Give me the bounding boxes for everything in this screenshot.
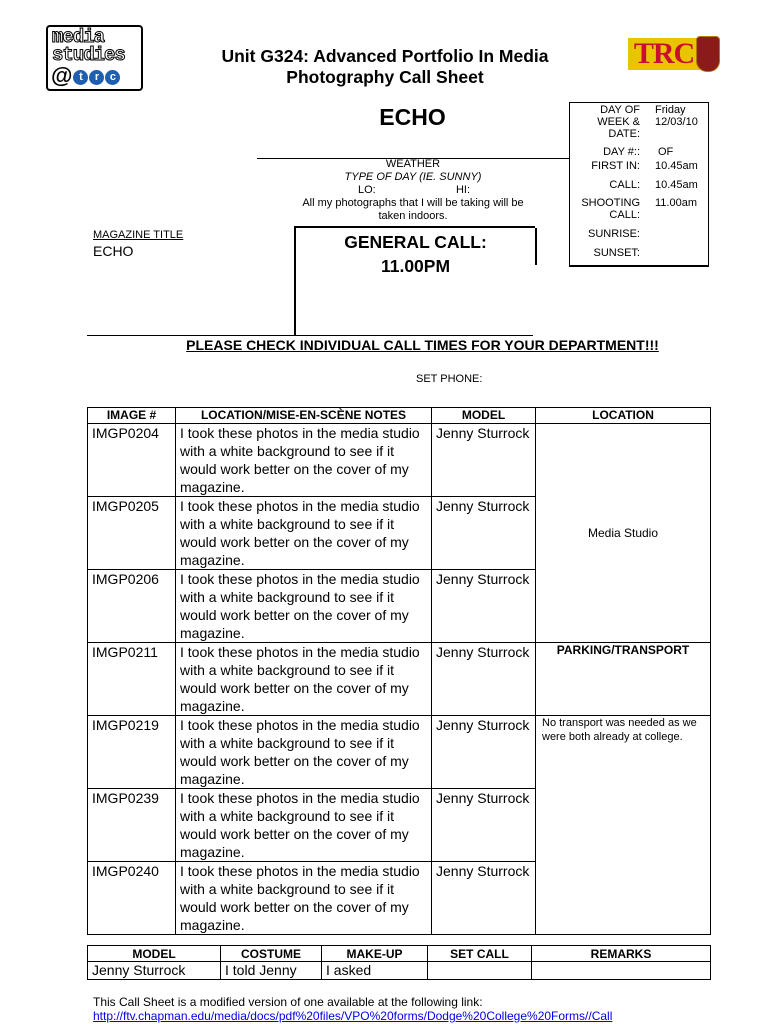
info-call-label: CALL: bbox=[609, 179, 640, 191]
general-call-time: 11.00PM bbox=[380, 256, 451, 276]
table-row bbox=[88, 716, 711, 789]
notes-cell: I took these photos in the media studio with a white background to see if it would work better on the cover of my magazine. bbox=[176, 424, 432, 497]
title-line-2: Photography Call Sheet bbox=[286, 67, 484, 87]
info-first-in-value: 10.45am bbox=[655, 160, 698, 172]
cast-table bbox=[87, 945, 711, 980]
table-row bbox=[88, 643, 711, 716]
cast-header-costume: COSTUME bbox=[221, 946, 322, 962]
weather-block bbox=[300, 158, 526, 223]
logo-line-media: media bbox=[52, 26, 105, 48]
notes-cell: I took these photos in the media studio with a white background to see if it would work better on the cover of my magazine. bbox=[176, 862, 432, 935]
col-header-notes: LOCATION/MISE-EN-SCÈNE NOTES bbox=[176, 408, 432, 424]
notes-cell: I took these photos in the media studio with a white background to see if it would work better on the cover of my magazine. bbox=[176, 643, 432, 716]
general-call-rule bbox=[87, 335, 533, 336]
model-cell: Jenny Sturrock bbox=[432, 424, 536, 497]
image-number: IMGP0211 bbox=[88, 643, 176, 716]
title-line-1: Unit G324: Advanced Portfolio In Media bbox=[221, 46, 549, 66]
col-header-location: LOCATION bbox=[536, 408, 711, 424]
info-day-of-week-label: DAY OF WEEK & DATE: bbox=[597, 104, 640, 140]
weather-lo-hi bbox=[300, 184, 526, 197]
info-day-number-value: OF bbox=[658, 146, 674, 158]
weather-note: All my photographs that I will be taking will be taken indoors. bbox=[302, 197, 524, 222]
production-title: ECHO bbox=[379, 104, 446, 130]
cast-makeup: I asked bbox=[322, 962, 428, 980]
model-cell: Jenny Sturrock bbox=[432, 789, 536, 862]
document-title bbox=[150, 46, 620, 88]
model-cell: Jenny Sturrock bbox=[432, 862, 536, 935]
cast-header-makeup: MAKE-UP bbox=[322, 946, 428, 962]
general-call-box bbox=[294, 226, 535, 336]
logo-line-trc: @ t r c bbox=[51, 65, 120, 87]
set-phone-label: SET PHONE: bbox=[416, 373, 483, 385]
image-number: IMGP0204 bbox=[88, 424, 176, 497]
info-shooting-call-value: 11.00am bbox=[655, 197, 697, 209]
parking-transport-heading: PARKING/TRANSPORT bbox=[536, 643, 711, 716]
image-number: IMGP0219 bbox=[88, 716, 176, 789]
weather-heading: WEATHER bbox=[385, 158, 441, 170]
department-notice: PLEASE CHECK INDIVIDUAL CALL TIMES FOR YOUR DEPARTMENT!!! bbox=[186, 337, 659, 353]
info-call-value: 10.45am bbox=[655, 179, 698, 191]
general-call-box-edge bbox=[535, 228, 537, 265]
magazine-title-value: ECHO bbox=[93, 243, 134, 259]
cast-header-set-call: SET CALL bbox=[428, 946, 532, 962]
col-header-model: MODEL bbox=[432, 408, 536, 424]
general-call-text bbox=[296, 230, 535, 278]
media-studies-logo bbox=[46, 25, 143, 91]
cast-row bbox=[88, 962, 711, 980]
info-day-of-week-value: Friday 12/03/10 bbox=[655, 104, 698, 128]
model-cell: Jenny Sturrock bbox=[432, 716, 536, 789]
image-number: IMGP0206 bbox=[88, 570, 176, 643]
magazine-title-label: MAGAZINE TITLE bbox=[93, 229, 184, 241]
info-sunrise-label: SUNRISE: bbox=[588, 228, 640, 240]
model-cell: Jenny Sturrock bbox=[432, 497, 536, 570]
table-header-row bbox=[88, 408, 711, 424]
general-call-label: GENERAL CALL: bbox=[344, 232, 487, 252]
table-row bbox=[88, 424, 711, 497]
cast-header-row bbox=[88, 946, 711, 962]
col-header-image: IMAGE # bbox=[88, 408, 176, 424]
footer-note: This Call Sheet is a modified version of one available at the following link: bbox=[93, 995, 483, 1009]
image-number: IMGP0239 bbox=[88, 789, 176, 862]
parking-transport-text: No transport was needed as we were both already at college. bbox=[536, 716, 711, 935]
cast-model: Jenny Sturrock bbox=[88, 962, 221, 980]
notes-cell: I took these photos in the media studio with a white background to see if it would work better on the cover of my magazine. bbox=[176, 789, 432, 862]
model-cell: Jenny Sturrock bbox=[432, 570, 536, 643]
source-link[interactable]: http://ftv.chapman.edu/media/docs/pdf%20files/VPO%20forms/Dodge%20College%20Forms//Call bbox=[93, 1009, 613, 1023]
shot-schedule-table bbox=[87, 407, 711, 935]
info-sunset-label: SUNSET: bbox=[593, 247, 640, 259]
location-cell: Media Studio bbox=[536, 424, 711, 643]
info-first-in-label: FIRST IN: bbox=[591, 160, 640, 172]
cast-header-remarks: REMARKS bbox=[532, 946, 711, 962]
crest-icon bbox=[696, 36, 720, 72]
info-day-number-label: DAY #:: bbox=[603, 146, 640, 158]
weather-hi-label: HI: bbox=[455, 184, 470, 196]
model-cell: Jenny Sturrock bbox=[432, 643, 536, 716]
call-info-box bbox=[569, 102, 709, 267]
cast-set-call bbox=[428, 962, 532, 980]
image-number: IMGP0205 bbox=[88, 497, 176, 570]
cast-remarks bbox=[532, 962, 711, 980]
info-shooting-call-label: SHOOTING CALL: bbox=[581, 197, 640, 221]
trc-logo-text: TRC bbox=[628, 38, 700, 70]
logo-line-studies: studies bbox=[52, 44, 125, 66]
weather-lo-label: LO: bbox=[358, 184, 376, 196]
notes-cell: I took these photos in the media studio with a white background to see if it would work better on the cover of my magazine. bbox=[176, 497, 432, 570]
image-number: IMGP0240 bbox=[88, 862, 176, 935]
cast-costume: I told Jenny bbox=[221, 962, 322, 980]
trc-logo bbox=[628, 38, 716, 70]
notes-cell: I took these photos in the media studio with a white background to see if it would work better on the cover of my magazine. bbox=[176, 716, 432, 789]
notes-cell: I took these photos in the media studio with a white background to see if it would work better on the cover of my magazine. bbox=[176, 570, 432, 643]
cast-header-model: MODEL bbox=[88, 946, 221, 962]
weather-type-of-day: TYPE OF DAY (IE. SUNNY) bbox=[344, 171, 482, 183]
